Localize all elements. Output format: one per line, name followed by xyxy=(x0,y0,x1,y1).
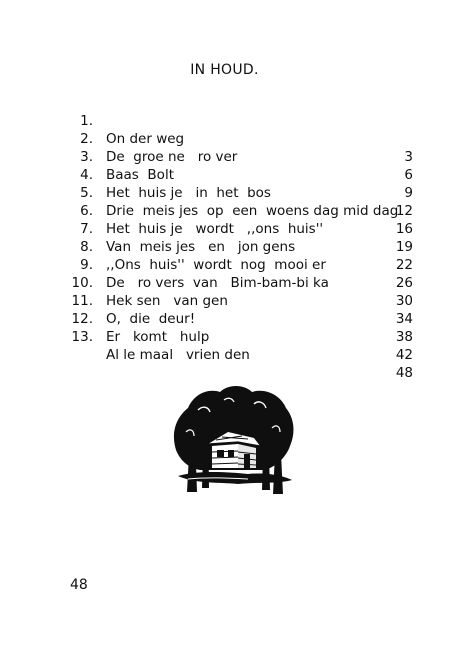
page-title: IN HOUD. xyxy=(190,62,259,78)
chapter-title: ,,Ons huis'' wordt nog mooi er xyxy=(106,257,326,273)
page-number-footer: 48 xyxy=(70,577,88,593)
page-number: 3 xyxy=(404,149,413,165)
chapter-number: 9. xyxy=(80,257,93,273)
page-number: 19 xyxy=(395,239,413,255)
chapter-number: 10. xyxy=(71,275,93,291)
chapter-title: Er komt hulp xyxy=(106,329,210,345)
page-number: 34 xyxy=(395,311,413,327)
chapter-title: Van meis jes en jon gens xyxy=(106,239,296,255)
page-number: 6 xyxy=(404,167,413,183)
page-number: 26 xyxy=(395,275,413,291)
chapter-title: Het huis je wordt ,,ons huis'' xyxy=(106,221,324,237)
chapter-title: Al le maal vrien den xyxy=(106,347,250,363)
chapter-title: Hek sen van gen xyxy=(106,293,228,309)
chapter-title: On der weg xyxy=(106,131,185,147)
chapter-title: De ro vers van Bim-bam-bi ka xyxy=(106,275,329,291)
page-number: 22 xyxy=(395,257,413,273)
page-number: 38 xyxy=(395,329,413,345)
page-number: 30 xyxy=(395,293,413,309)
chapter-number: 6. xyxy=(80,203,93,219)
chapter-number: 8. xyxy=(80,239,93,255)
chapter-number: 12. xyxy=(71,311,93,327)
chapter-number: 2. xyxy=(80,131,93,147)
chapter-title: De groe ne ro ver xyxy=(106,149,238,165)
chapter-title: Drie meis jes op een woens dag mid dag xyxy=(106,203,399,219)
page-number: 12 xyxy=(395,203,413,219)
chapter-number: 5. xyxy=(80,185,93,201)
page-number: 42 xyxy=(395,347,413,363)
chapter-title: Het huis je in het bos xyxy=(106,185,271,201)
page-number: 9 xyxy=(404,185,413,201)
chapter-number: 13. xyxy=(71,329,93,345)
page-number: 48 xyxy=(395,365,413,381)
page-number: 16 xyxy=(395,221,413,237)
chapter-title: Baas Bolt xyxy=(106,167,174,183)
forest-cabin-woodcut-icon xyxy=(168,380,296,500)
chapter-title: O, die deur! xyxy=(106,311,196,327)
chapter-number: 7. xyxy=(80,221,93,237)
chapter-number: 4. xyxy=(80,167,93,183)
chapter-number: 1. xyxy=(80,113,93,129)
chapter-number: 11. xyxy=(71,293,93,309)
chapter-number: 3. xyxy=(80,149,93,165)
